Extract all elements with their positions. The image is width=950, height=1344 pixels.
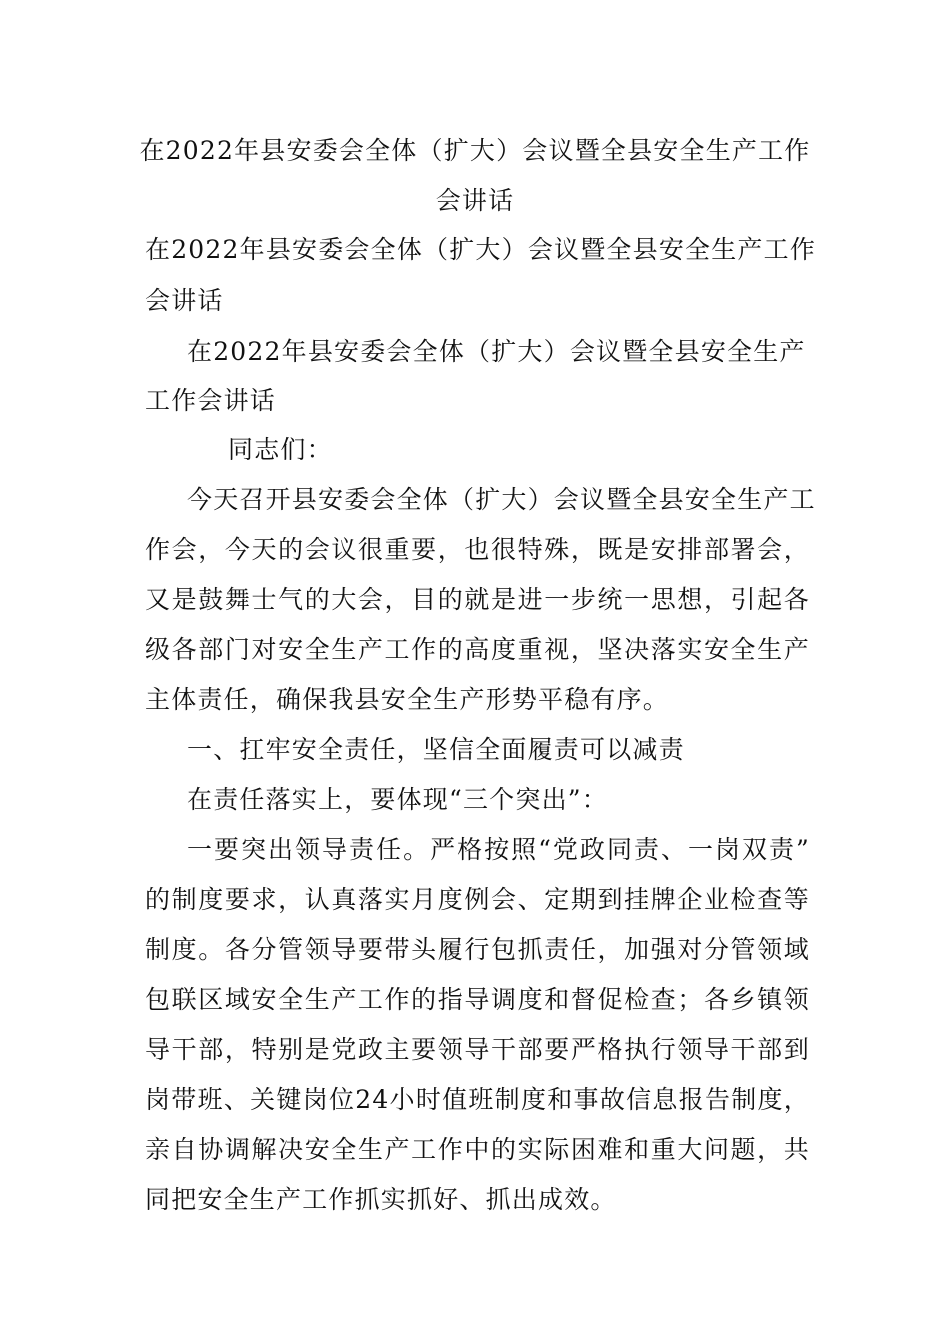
subtitle-line-2: 会讲话: [145, 286, 224, 315]
point-1-line-5: 导干部，特别是党政主要领导干部要严格执行领导干部到: [145, 1035, 810, 1064]
heading-line-1: 在2022年县安委会全体（扩大）会议暨全县安全生产: [187, 337, 806, 366]
point-1-line-8: 同把安全生产工作抓实抓好、抓出成效。: [145, 1185, 617, 1214]
subtitle-line-1: 在2022年县安委会全体（扩大）会议暨全县安全生产工作: [145, 235, 817, 264]
section-1-heading: 一、扛牢安全责任，坚信全面履责可以减责: [187, 735, 685, 764]
point-1-line-1: 一要突出领导责任。严格按照“党政同责、一岗双责”: [187, 835, 810, 864]
intro-line-1: 今天召开县安委会全体（扩大）会议暨全县安全生产工: [187, 485, 816, 514]
point-1-line-6: 岗带班、关键岗位24小时值班制度和事故信息报告制度，: [145, 1085, 810, 1114]
section-1-lead: 在责任落实上，要体现“三个突出”：: [187, 785, 608, 814]
point-1-line-3: 制度。各分管领导要带头履行包抓责任，加强对分管领域: [145, 935, 810, 964]
salutation: 同志们：: [228, 435, 333, 464]
intro-line-5: 主体责任，确保我县安全生产形势平稳有序。: [145, 685, 670, 714]
intro-line-4: 级各部门对安全生产工作的高度重视，坚决落实安全生产: [145, 635, 810, 664]
heading-line-2: 工作会讲话: [145, 386, 277, 415]
intro-line-3: 又是鼓舞士气的大会，目的就是进一步统一思想，引起各: [145, 585, 810, 614]
document-title-line-1: 在2022年县安委会全体（扩大）会议暨全县安全生产工作: [139, 136, 811, 165]
point-1-line-2: 的制度要求，认真落实月度例会、定期到挂牌企业检查等: [145, 885, 810, 914]
intro-line-2: 作会，今天的会议很重要，也很特殊，既是安排部署会，: [145, 535, 810, 564]
document-title-line-2: 会讲话: [435, 186, 515, 215]
point-1-line-7: 亲自协调解决安全生产工作中的实际困难和重大问题，共: [145, 1135, 810, 1164]
point-1-line-4: 包联区域安全生产工作的指导调度和督促检查；各乡镇领: [145, 985, 810, 1014]
